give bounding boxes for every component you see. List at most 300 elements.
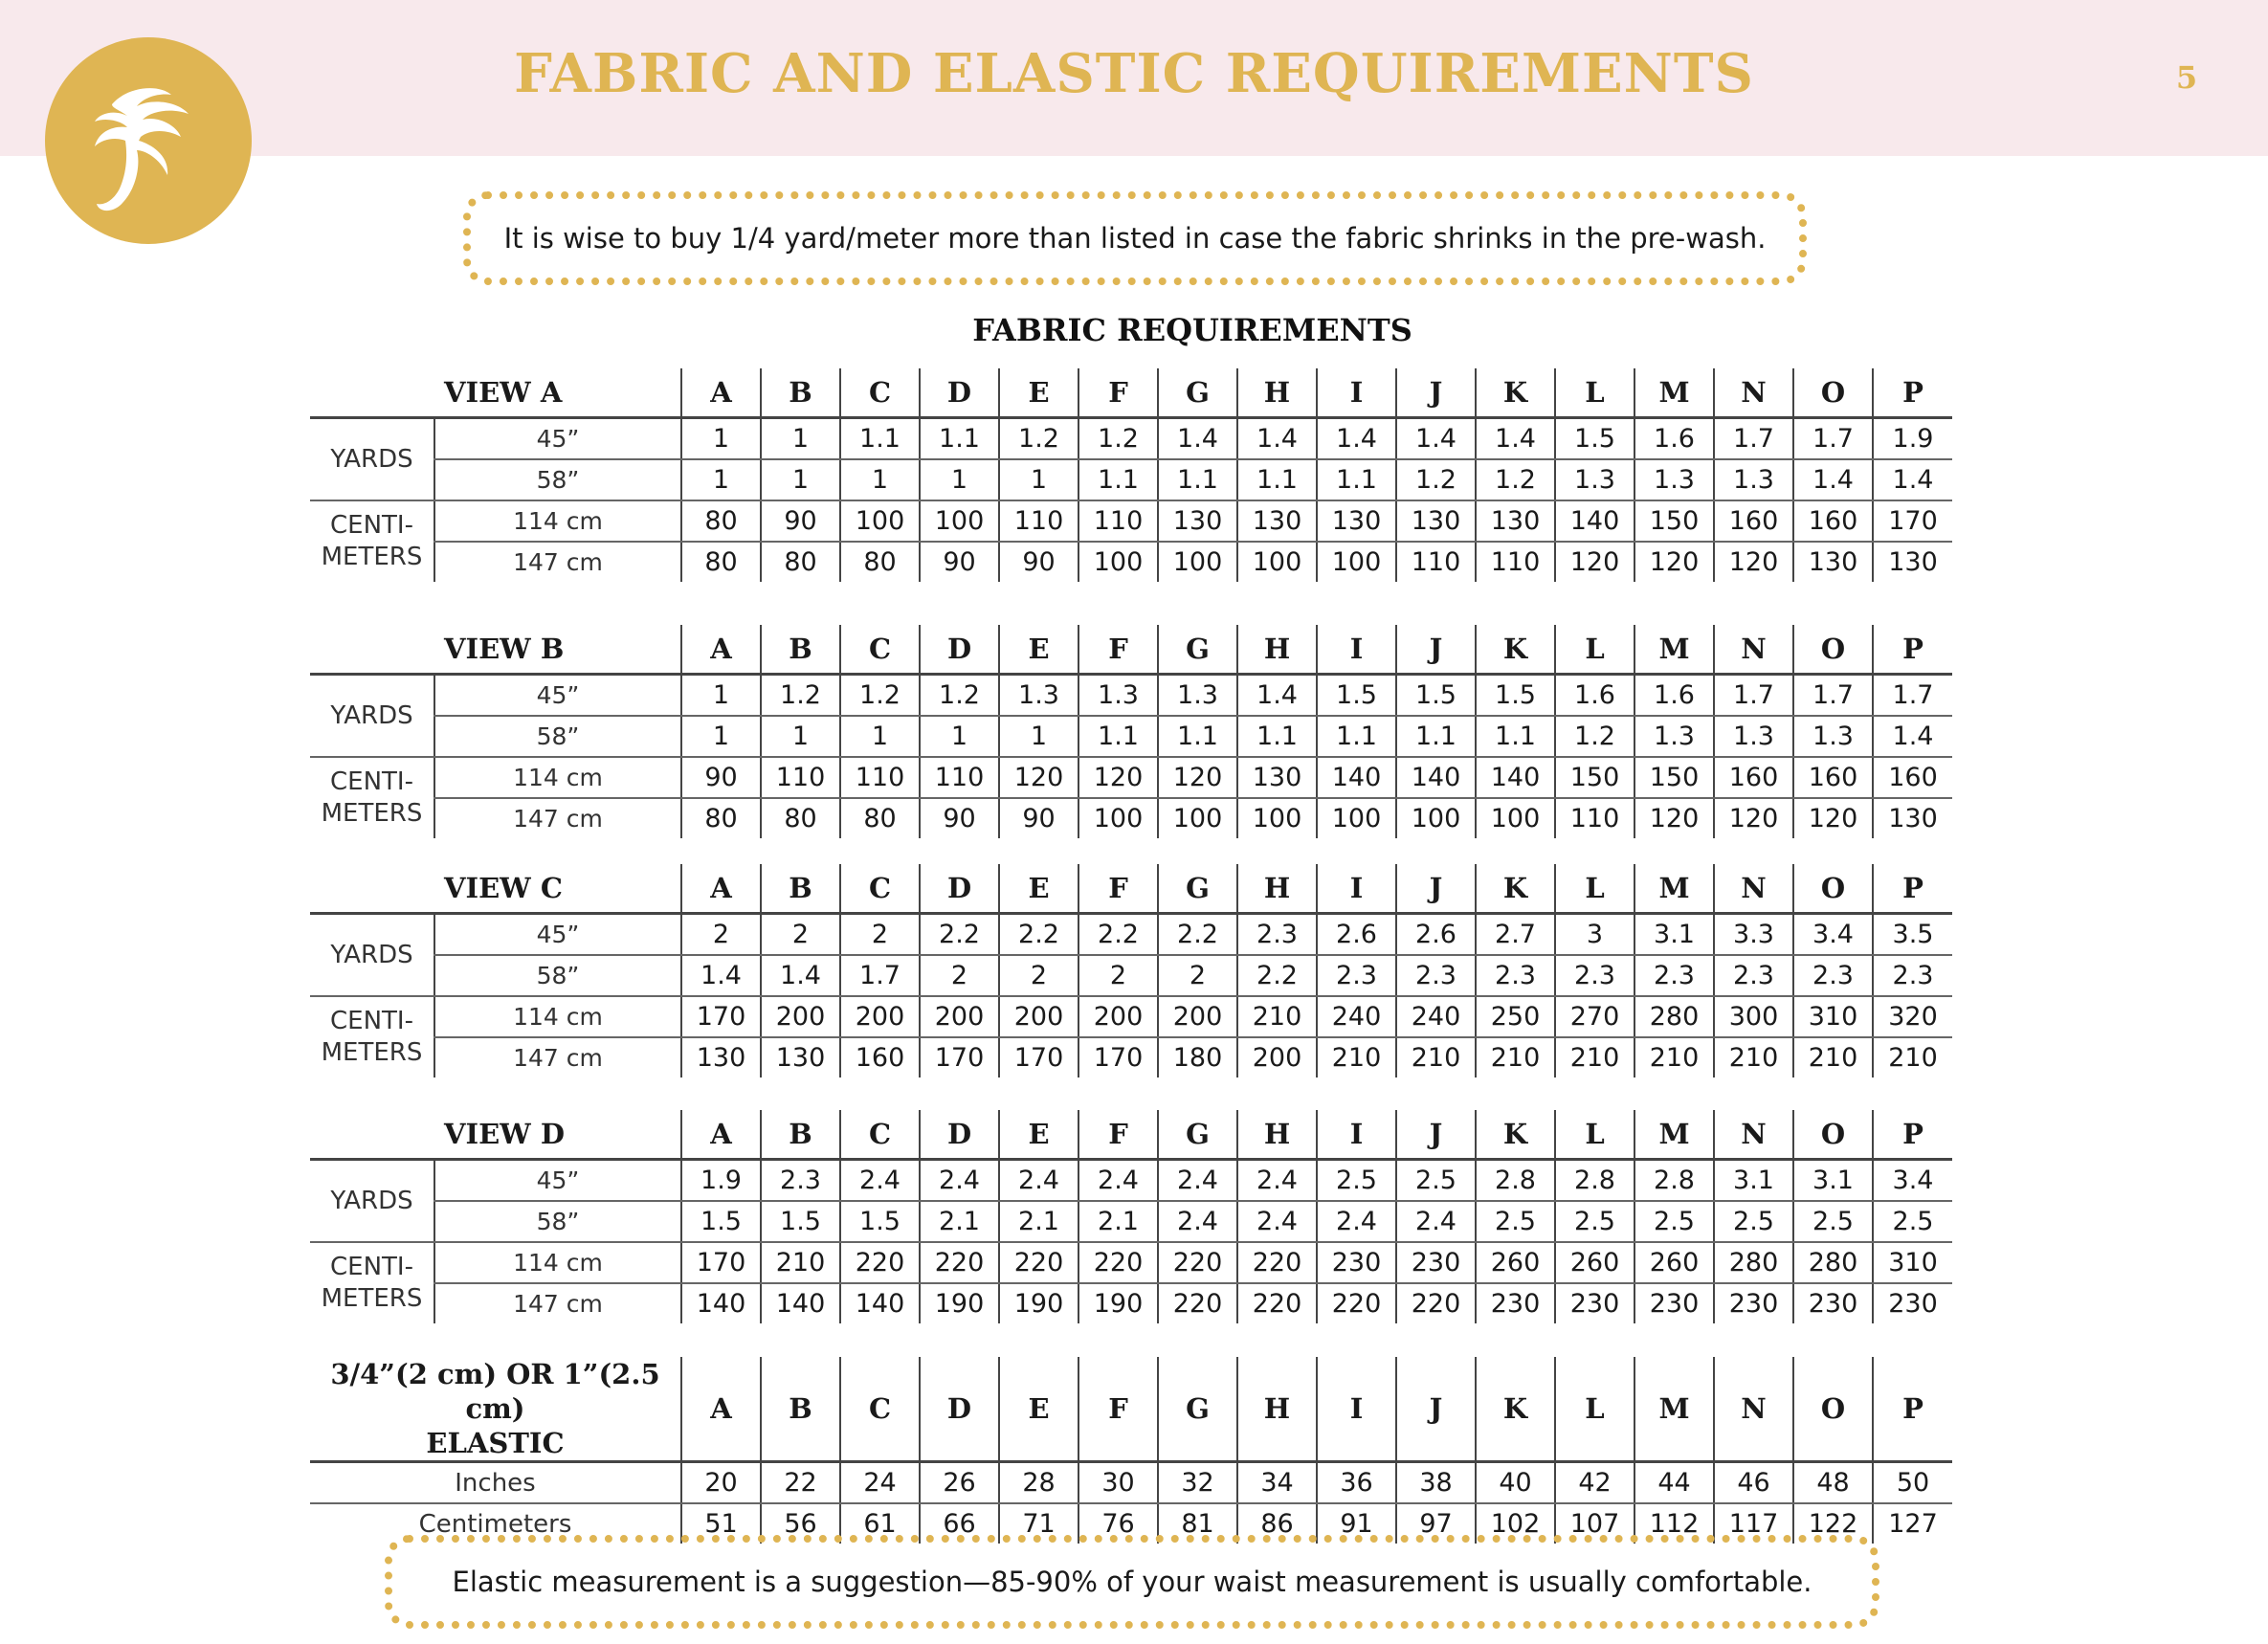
- table-cell: 97: [1396, 1503, 1476, 1544]
- table-cell: 2.4: [1237, 1160, 1317, 1202]
- group-label-centimeters-text: [322, 510, 423, 573]
- table-cell: 1.7: [1714, 418, 1793, 460]
- table-cell: 2.4: [920, 1160, 999, 1202]
- table-cell: 76: [1078, 1503, 1158, 1544]
- table-cell: 1.5: [840, 1201, 920, 1242]
- table-cell: 1.9: [1873, 418, 1952, 460]
- table-row: [310, 418, 1952, 460]
- size-header: O: [1793, 368, 1873, 418]
- table-cell: 42: [1555, 1462, 1634, 1504]
- table-cell: 3.1: [1793, 1160, 1873, 1202]
- table-row: [310, 716, 1952, 757]
- table-cell: 2.1: [920, 1201, 999, 1242]
- size-header: E: [999, 625, 1078, 675]
- table-cell: 1.1: [1476, 716, 1555, 757]
- row-label: 58”: [434, 459, 681, 500]
- table-cell: 210: [1714, 1037, 1793, 1077]
- table-cell: 100: [1476, 798, 1555, 838]
- group-label-line: METERS: [321, 543, 423, 571]
- table-cell: 1.1: [1317, 459, 1396, 500]
- table-cell: 90: [999, 542, 1078, 582]
- table-cell: 71: [999, 1503, 1078, 1544]
- table-cell: 1.5: [681, 1201, 761, 1242]
- table-cell: 1: [681, 675, 761, 717]
- table-cell: 1.2: [1078, 418, 1158, 460]
- group-label-centimeters-text: [322, 1252, 423, 1315]
- table-cell: 130: [1476, 500, 1555, 542]
- table-cell: 200: [840, 996, 920, 1037]
- table-cell: 120: [1078, 757, 1158, 798]
- table-cell: 1.3: [1555, 459, 1634, 500]
- table-cell: 2.5: [1634, 1201, 1714, 1242]
- table-cell: 2.1: [999, 1201, 1078, 1242]
- table-row: [310, 955, 1952, 996]
- size-header: N: [1714, 1357, 1793, 1462]
- table-cell: 1.3: [1714, 459, 1793, 500]
- size-header: H: [1237, 864, 1317, 914]
- row-label: 147 cm: [434, 1037, 681, 1077]
- table-cell: 170: [999, 1037, 1078, 1077]
- table-cell: 110: [761, 757, 840, 798]
- table-cell: 2.2: [999, 914, 1078, 956]
- size-header: H: [1237, 1110, 1317, 1160]
- table-cell: 90: [681, 757, 761, 798]
- table-cell: 2.7: [1476, 914, 1555, 956]
- size-header: P: [1873, 625, 1952, 675]
- size-header: E: [999, 864, 1078, 914]
- table-cell: 86: [1237, 1503, 1317, 1544]
- table-cell: 2: [681, 914, 761, 956]
- size-header: K: [1476, 1357, 1555, 1462]
- table-cell: 320: [1873, 996, 1952, 1037]
- table-cell: 170: [681, 1242, 761, 1283]
- view-header-row: [310, 1110, 1952, 1160]
- size-header: F: [1078, 1110, 1158, 1160]
- table-cell: 130: [1873, 798, 1952, 838]
- table-row: [310, 914, 1952, 956]
- size-header: C: [840, 864, 920, 914]
- table-cell: 170: [681, 996, 761, 1037]
- table-cell: 2.5: [1476, 1201, 1555, 1242]
- elastic-name: [310, 1357, 681, 1462]
- table-cell: 3.4: [1793, 914, 1873, 956]
- group-label-line: METERS: [321, 799, 423, 828]
- table-cell: 230: [1873, 1283, 1952, 1323]
- table-cell: 1.4: [1237, 418, 1317, 460]
- table-cell: 210: [1396, 1037, 1476, 1077]
- elastic-table: [310, 1357, 1952, 1544]
- size-header: G: [1158, 625, 1237, 675]
- group-label-centimeters: [310, 996, 434, 1077]
- row-label: 114 cm: [434, 500, 681, 542]
- table-cell: 1: [761, 459, 840, 500]
- table-cell: 2: [840, 914, 920, 956]
- view-name: VIEW D: [310, 1110, 681, 1160]
- table-row: [310, 1462, 1952, 1504]
- table-cell: 1.4: [1317, 418, 1396, 460]
- table-cell: 2.1: [1078, 1201, 1158, 1242]
- table-cell: 80: [681, 542, 761, 582]
- group-label-yards: YARDS: [310, 675, 434, 758]
- view-table-d: [310, 1110, 1952, 1323]
- row-label: 147 cm: [434, 542, 681, 582]
- table-cell: 1.2: [1396, 459, 1476, 500]
- row-label: 45”: [434, 418, 681, 460]
- table-cell: 1.4: [1237, 675, 1317, 717]
- prewash-note-text: It is wise to buy 1/4 yard/meter more than listed in case the fabric shrinks in the pre-wash.: [503, 222, 1767, 255]
- table-cell: 220: [999, 1242, 1078, 1283]
- table-cell: 1.5: [1555, 418, 1634, 460]
- size-header: C: [840, 1110, 920, 1160]
- table-cell: 240: [1317, 996, 1396, 1037]
- table-cell: 200: [999, 996, 1078, 1037]
- table-cell: 210: [1873, 1037, 1952, 1077]
- table-cell: 1.1: [1158, 716, 1237, 757]
- table-cell: 140: [1555, 500, 1634, 542]
- table-cell: 190: [1078, 1283, 1158, 1323]
- table-cell: 1: [920, 716, 999, 757]
- table-cell: 270: [1555, 996, 1634, 1037]
- table-cell: 210: [1793, 1037, 1873, 1077]
- table-row: [310, 1283, 1952, 1323]
- size-header: H: [1237, 625, 1317, 675]
- view-table-c: [310, 864, 1952, 1077]
- group-label-centimeters-text: [322, 1006, 423, 1069]
- view-table-a: [310, 368, 1952, 582]
- table-cell: 1.2: [999, 418, 1078, 460]
- size-header: M: [1634, 625, 1714, 675]
- table-cell: 190: [920, 1283, 999, 1323]
- size-header: H: [1237, 368, 1317, 418]
- table-cell: 2.4: [1237, 1201, 1317, 1242]
- table-cell: 2.3: [761, 1160, 840, 1202]
- table-cell: 2.3: [1317, 955, 1396, 996]
- size-header: M: [1634, 368, 1714, 418]
- table-cell: 220: [840, 1242, 920, 1283]
- table-cell: 120: [1634, 542, 1714, 582]
- table-cell: 220: [1158, 1283, 1237, 1323]
- table-cell: 1.1: [1237, 716, 1317, 757]
- table-cell: 150: [1634, 757, 1714, 798]
- size-header: I: [1317, 1357, 1396, 1462]
- table-cell: 80: [761, 798, 840, 838]
- table-cell: 1: [840, 459, 920, 500]
- table-cell: 3.3: [1714, 914, 1793, 956]
- table-cell: 140: [840, 1283, 920, 1323]
- group-label-centimeters: [310, 757, 434, 838]
- table-cell: 2.5: [1714, 1201, 1793, 1242]
- table-cell: 1.5: [1476, 675, 1555, 717]
- group-label-line: CENTI-: [330, 1007, 413, 1035]
- size-header: N: [1714, 1110, 1793, 1160]
- table-cell: 230: [1714, 1283, 1793, 1323]
- table-cell: 260: [1555, 1242, 1634, 1283]
- elastic-header-row: [310, 1357, 1952, 1462]
- table-cell: 180: [1158, 1037, 1237, 1077]
- table-cell: 100: [1237, 798, 1317, 838]
- table-cell: 80: [681, 500, 761, 542]
- elastic-note-text: Elastic measurement is a suggestion—85-90% of your waist measurement is usually comfortable.: [452, 1566, 1812, 1598]
- row-label: 45”: [434, 1160, 681, 1202]
- table-cell: 210: [761, 1242, 840, 1283]
- size-header: A: [681, 1357, 761, 1462]
- size-header: C: [840, 1357, 920, 1462]
- table-cell: 130: [1396, 500, 1476, 542]
- table-row: [310, 757, 1952, 798]
- table-cell: 210: [1634, 1037, 1714, 1077]
- table-cell: 2.2: [1237, 955, 1317, 996]
- table-cell: 1: [681, 716, 761, 757]
- table-cell: 280: [1634, 996, 1714, 1037]
- group-label-line: CENTI-: [330, 767, 413, 796]
- row-label: 114 cm: [434, 757, 681, 798]
- table-cell: 2.4: [840, 1160, 920, 1202]
- group-label-yards: YARDS: [310, 1160, 434, 1243]
- table-cell: 1.6: [1555, 675, 1634, 717]
- table-cell: 260: [1634, 1242, 1714, 1283]
- table-cell: 117: [1714, 1503, 1793, 1544]
- table-cell: 2.6: [1317, 914, 1396, 956]
- table-cell: 1.6: [1634, 675, 1714, 717]
- size-header: G: [1158, 1110, 1237, 1160]
- table-cell: 100: [1396, 798, 1476, 838]
- table-cell: 127: [1873, 1503, 1952, 1544]
- table-cell: 2.3: [1634, 955, 1714, 996]
- table-cell: 100: [1158, 798, 1237, 838]
- table-cell: 130: [761, 1037, 840, 1077]
- group-label-line: METERS: [321, 1038, 423, 1067]
- table-cell: 2.6: [1396, 914, 1476, 956]
- table-cell: 2: [999, 955, 1078, 996]
- table-cell: 90: [999, 798, 1078, 838]
- table-cell: 280: [1793, 1242, 1873, 1283]
- row-label: 58”: [434, 955, 681, 996]
- table-cell: 110: [1555, 798, 1634, 838]
- table-row: [310, 1242, 1952, 1283]
- prewash-note: [463, 191, 1807, 285]
- size-header: I: [1317, 368, 1396, 418]
- table-row: [310, 1201, 1952, 1242]
- table-cell: 1.2: [761, 675, 840, 717]
- table-cell: 200: [761, 996, 840, 1037]
- table-row: [310, 459, 1952, 500]
- table-cell: 1: [681, 459, 761, 500]
- table-cell: 100: [920, 500, 999, 542]
- size-header: A: [681, 864, 761, 914]
- size-header: C: [840, 368, 920, 418]
- table-cell: 140: [761, 1283, 840, 1323]
- group-label-line: CENTI-: [330, 1253, 413, 1281]
- table-cell: 240: [1396, 996, 1476, 1037]
- table-cell: 40: [1476, 1462, 1555, 1504]
- table-cell: 1: [999, 459, 1078, 500]
- size-header: P: [1873, 864, 1952, 914]
- table-cell: 190: [999, 1283, 1078, 1323]
- table-cell: 1.7: [1714, 675, 1793, 717]
- size-header: J: [1396, 864, 1476, 914]
- table-cell: 260: [1476, 1242, 1555, 1283]
- elastic-note: [385, 1535, 1879, 1629]
- table-cell: 3.1: [1714, 1160, 1793, 1202]
- group-label-centimeters: [310, 500, 434, 582]
- table-cell: 100: [1158, 542, 1237, 582]
- table-cell: 1.1: [1317, 716, 1396, 757]
- size-header: I: [1317, 864, 1396, 914]
- table-row: [310, 500, 1952, 542]
- table-cell: 110: [840, 757, 920, 798]
- table-cell: 210: [1555, 1037, 1634, 1077]
- table-cell: 1.9: [681, 1160, 761, 1202]
- table-cell: 1.5: [761, 1201, 840, 1242]
- table-cell: 1.4: [761, 955, 840, 996]
- table-row: [310, 1037, 1952, 1077]
- table-cell: 1: [999, 716, 1078, 757]
- size-header: P: [1873, 1357, 1952, 1462]
- table-cell: 26: [920, 1462, 999, 1504]
- table-cell: 140: [681, 1283, 761, 1323]
- view-header-row: [310, 864, 1952, 914]
- table-cell: 150: [1555, 757, 1634, 798]
- table-cell: 130: [1793, 542, 1873, 582]
- table-cell: 91: [1317, 1503, 1396, 1544]
- table-cell: 1.4: [1158, 418, 1237, 460]
- table-cell: 46: [1714, 1462, 1793, 1504]
- row-label: 58”: [434, 716, 681, 757]
- table-cell: 150: [1634, 500, 1714, 542]
- table-cell: 90: [761, 500, 840, 542]
- table-cell: 1: [840, 716, 920, 757]
- size-header: F: [1078, 625, 1158, 675]
- table-cell: 140: [1396, 757, 1476, 798]
- table-cell: 170: [1873, 500, 1952, 542]
- size-header: O: [1793, 625, 1873, 675]
- table-cell: 1.3: [1158, 675, 1237, 717]
- elastic-name-line: 3/4”(2 cm) OR 1”(2.5 cm): [330, 1358, 660, 1425]
- size-header: G: [1158, 368, 1237, 418]
- table-cell: 80: [761, 542, 840, 582]
- size-header: D: [920, 864, 999, 914]
- table-cell: 2.3: [1396, 955, 1476, 996]
- table-cell: 34: [1237, 1462, 1317, 1504]
- table-cell: 1.1: [1078, 716, 1158, 757]
- table-cell: 110: [1396, 542, 1476, 582]
- size-header: G: [1158, 1357, 1237, 1462]
- table-cell: 220: [920, 1242, 999, 1283]
- table-cell: 1.1: [1237, 459, 1317, 500]
- size-header: K: [1476, 625, 1555, 675]
- table-row: [310, 996, 1952, 1037]
- table-cell: 140: [1317, 757, 1396, 798]
- size-header: N: [1714, 864, 1793, 914]
- size-header: O: [1793, 1357, 1873, 1462]
- table-cell: 2.3: [1714, 955, 1793, 996]
- size-header: M: [1634, 1110, 1714, 1160]
- table-cell: 220: [1078, 1242, 1158, 1283]
- table-cell: 56: [761, 1503, 840, 1544]
- table-cell: 1.3: [1714, 716, 1793, 757]
- table-cell: 48: [1793, 1462, 1873, 1504]
- row-label: 114 cm: [434, 996, 681, 1037]
- size-header: G: [1158, 864, 1237, 914]
- table-cell: 130: [1158, 500, 1237, 542]
- group-label-yards: YARDS: [310, 418, 434, 501]
- table-cell: 120: [1158, 757, 1237, 798]
- table-cell: 1.2: [1476, 459, 1555, 500]
- table-cell: 230: [1317, 1242, 1396, 1283]
- table-cell: 120: [1555, 542, 1634, 582]
- size-header: L: [1555, 625, 1634, 675]
- size-header: L: [1555, 1110, 1634, 1160]
- table-cell: 250: [1476, 996, 1555, 1037]
- view-header-row: [310, 368, 1952, 418]
- table-cell: 220: [1317, 1283, 1396, 1323]
- size-header: O: [1793, 864, 1873, 914]
- size-header: B: [761, 1357, 840, 1462]
- size-header: E: [999, 1110, 1078, 1160]
- size-header: D: [920, 1357, 999, 1462]
- table-cell: 1.1: [920, 418, 999, 460]
- table-cell: 120: [1793, 798, 1873, 838]
- table-cell: 90: [920, 798, 999, 838]
- table-cell: 90: [920, 542, 999, 582]
- table-cell: 22: [761, 1462, 840, 1504]
- size-header: A: [681, 368, 761, 418]
- page-title: FABRIC AND ELASTIC REQUIREMENTS: [514, 42, 1754, 105]
- table-cell: 220: [1237, 1283, 1317, 1323]
- size-header: M: [1634, 1357, 1714, 1462]
- table-cell: 280: [1714, 1242, 1793, 1283]
- table-cell: 2.3: [1237, 914, 1317, 956]
- size-header: O: [1793, 1110, 1873, 1160]
- table-cell: 1: [920, 459, 999, 500]
- table-row: [310, 1160, 1952, 1202]
- size-header: E: [999, 368, 1078, 418]
- table-cell: 2.8: [1634, 1160, 1714, 1202]
- size-header: F: [1078, 864, 1158, 914]
- table-cell: 160: [840, 1037, 920, 1077]
- size-header: D: [920, 1110, 999, 1160]
- table-cell: 50: [1873, 1462, 1952, 1504]
- table-cell: 20: [681, 1462, 761, 1504]
- table-cell: 2.5: [1396, 1160, 1476, 1202]
- size-header: D: [920, 625, 999, 675]
- table-cell: 100: [1317, 798, 1396, 838]
- table-cell: 1.4: [1793, 459, 1873, 500]
- table-cell: 2.4: [1158, 1160, 1237, 1202]
- table-cell: 80: [840, 542, 920, 582]
- group-label-yards: YARDS: [310, 914, 434, 997]
- table-cell: 1.5: [1317, 675, 1396, 717]
- page-number: 5: [2175, 59, 2198, 96]
- row-label: 147 cm: [434, 1283, 681, 1323]
- size-header: A: [681, 1110, 761, 1160]
- size-header: E: [999, 1357, 1078, 1462]
- table-cell: 200: [1237, 1037, 1317, 1077]
- table-cell: 38: [1396, 1462, 1476, 1504]
- table-cell: 2: [920, 955, 999, 996]
- table-cell: 2.2: [920, 914, 999, 956]
- table-cell: 1: [761, 716, 840, 757]
- fabric-requirements-title: FABRIC REQUIREMENTS: [972, 312, 1412, 348]
- table-cell: 110: [1476, 542, 1555, 582]
- table-cell: 1.3: [1634, 716, 1714, 757]
- table-cell: 100: [1317, 542, 1396, 582]
- table-cell: 1: [681, 418, 761, 460]
- table-cell: 1.5: [1396, 675, 1476, 717]
- table-cell: 36: [1317, 1462, 1396, 1504]
- table-cell: 2.4: [1317, 1201, 1396, 1242]
- size-header: K: [1476, 1110, 1555, 1160]
